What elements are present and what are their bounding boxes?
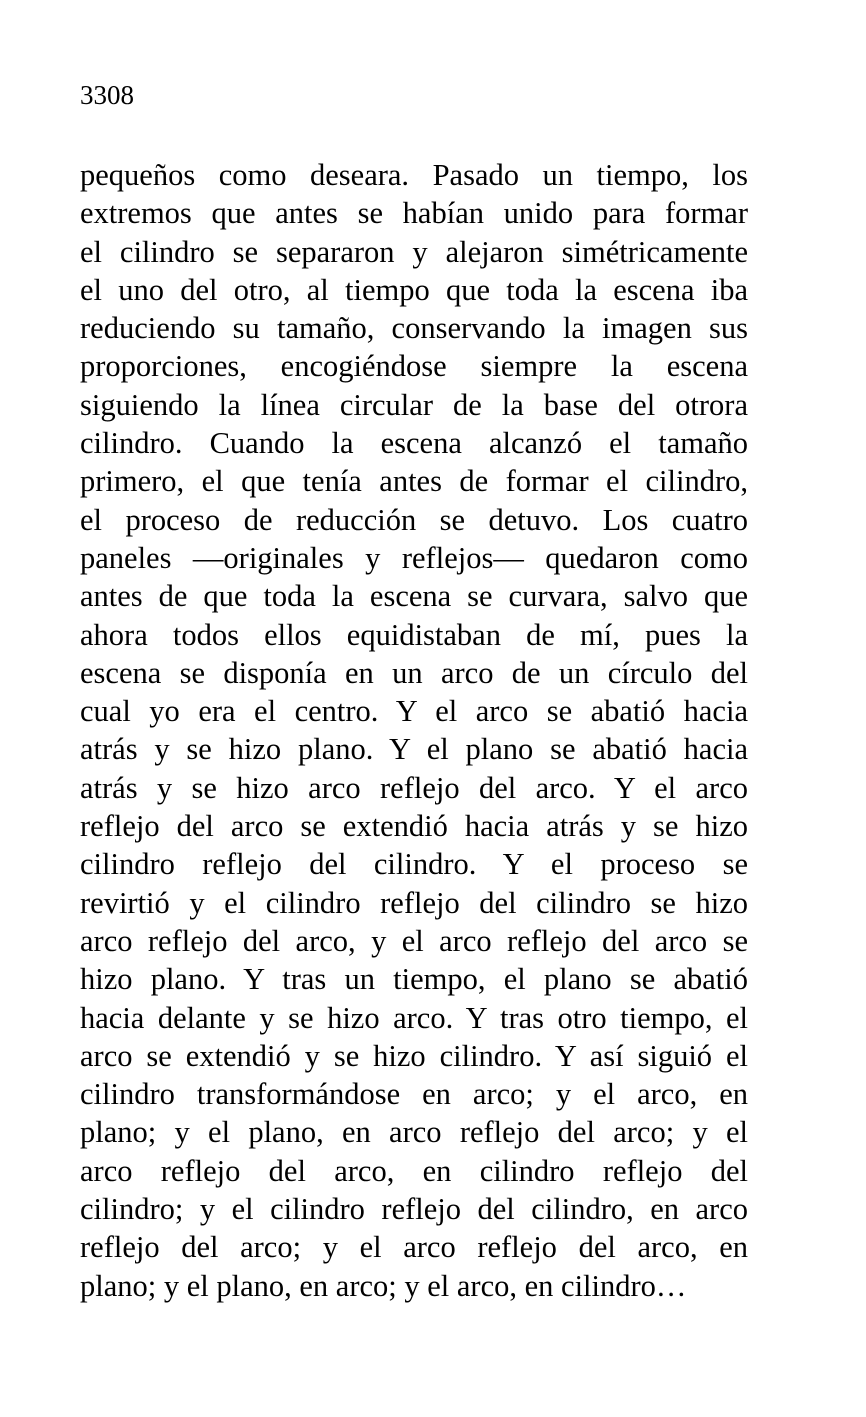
text-line: pequeños como deseara. Pasado un tiempo, los	[80, 158, 748, 192]
text-line: el proceso de reducción se detuvo. Los cuatro	[80, 502, 748, 537]
text-line: arco reflejo del arco, en cilindro reflejo del	[80, 1153, 748, 1188]
text-line: revirtió y el cilindro reflejo del cilindro se hizo	[80, 885, 748, 920]
text-line: reflejo del arco se extendió hacia atrás y se hizo	[80, 809, 748, 844]
text-line: paneles —originales y reflejos— quedaron como	[80, 540, 748, 575]
page-number: 3308	[80, 80, 134, 110]
text-line: antes de que toda la escena se curvara, salvo que	[80, 579, 748, 614]
text-line: cual yo era el centro. Y el arco se abatió hacia	[80, 694, 748, 729]
text-line: reduciendo su tamaño, conservando la imagen sus	[80, 311, 748, 346]
text-line: atrás y se hizo arco reflejo del arco. Y el arco	[80, 770, 748, 805]
text-line: cilindro reflejo del cilindro. Y el proceso se	[80, 847, 748, 882]
text-line: el uno del otro, al tiempo que toda la escena iba	[80, 272, 748, 307]
text-line: primero, el que tenía antes de formar el cilindro,	[80, 464, 748, 499]
text-line: hacia delante y se hizo arco. Y tras otro tiempo, el	[80, 1000, 748, 1035]
text-line: plano; y el plano, en arco; y el arco, en cilindro…	[80, 1268, 687, 1303]
text-line: plano; y el plano, en arco reflejo del arco; y el	[80, 1115, 748, 1150]
text-line: reflejo del arco; y el arco reflejo del arco, en	[80, 1230, 748, 1265]
text-line: extremos que antes se habían unido para formar	[80, 196, 748, 231]
text-line: hizo plano. Y tras un tiempo, el plano se abatió	[80, 962, 748, 997]
text-line: ahora todos ellos equidistaban de mí, pues la	[80, 617, 748, 652]
text-line: arco se extendió y se hizo cilindro. Y así siguió el	[80, 1038, 748, 1073]
text-line: cilindro. Cuando la escena alcanzó el tamaño	[80, 426, 748, 461]
text-line: el cilindro se separaron y alejaron simétricamente	[80, 234, 748, 269]
text-line: cilindro; y el cilindro reflejo del cilindro, en arco	[80, 1192, 748, 1227]
text-line: atrás y se hizo plano. Y el plano se abatió hacia	[80, 732, 748, 767]
text-line: proporciones, encogiéndose siempre la escena	[80, 349, 748, 384]
body-paragraph	[80, 156, 748, 1305]
text-line: cilindro transformándose en arco; y el arco, en	[80, 1077, 748, 1112]
text-line: arco reflejo del arco, y el arco reflejo del arco se	[80, 923, 748, 958]
text-line: siguiendo la línea circular de la base del otrora	[80, 387, 748, 422]
text-line: escena se disponía en un arco de un círculo del	[80, 655, 748, 690]
